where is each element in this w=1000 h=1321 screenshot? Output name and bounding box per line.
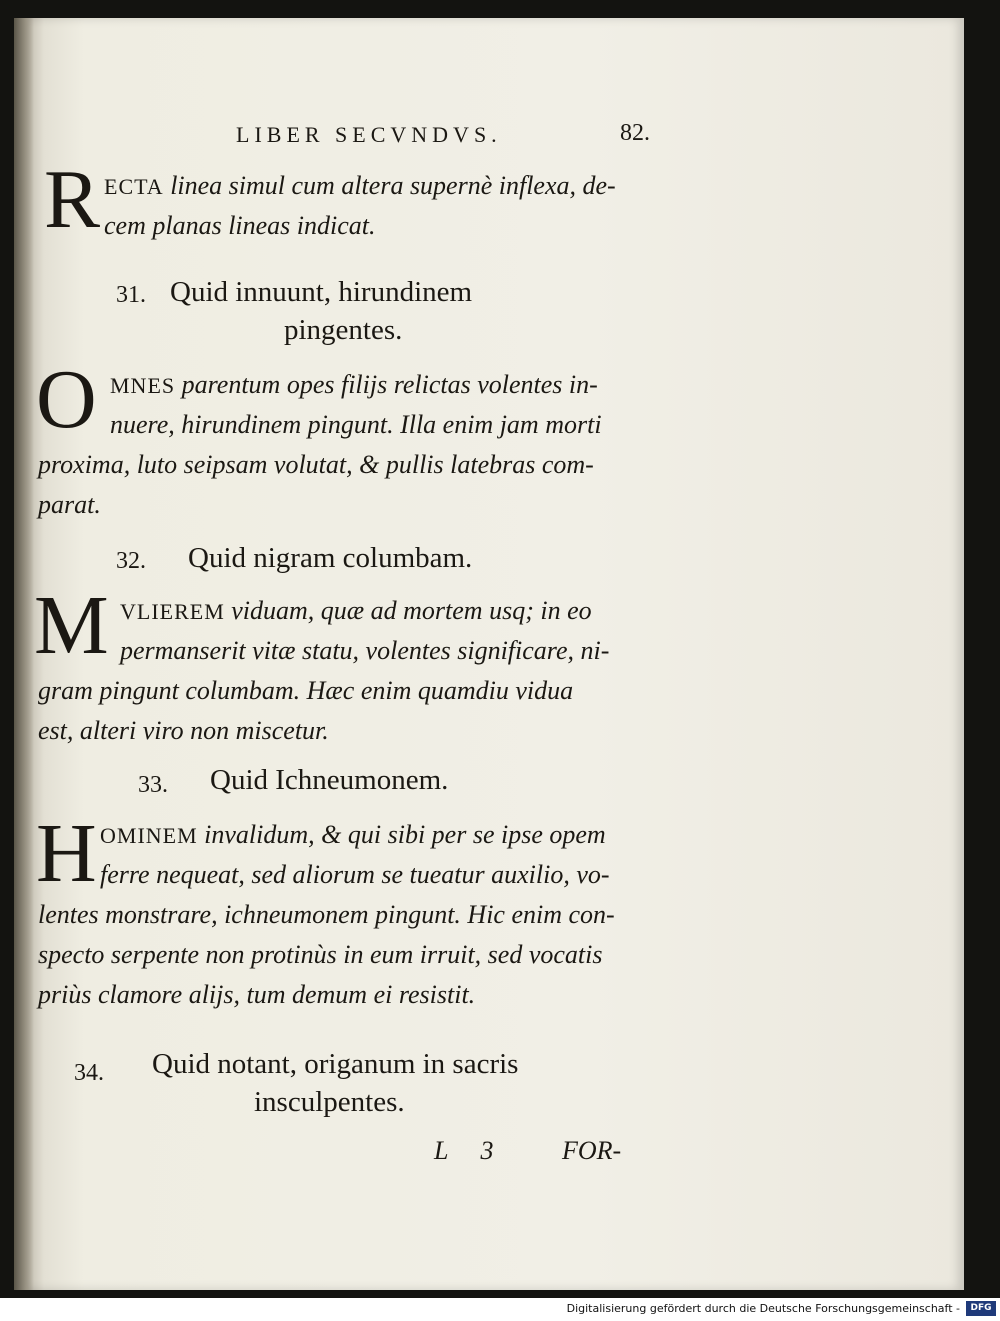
intro-line-1 [104,171,616,201]
dropcap-h: H [36,807,97,900]
s31-lead: MNES [110,373,176,398]
s33-line-4: specto serpente non protinùs in eum irruit, sed vocatis [38,940,603,969]
dfg-logo: DFG [966,1301,996,1316]
s31-line-2: nuere, hirundinem pingunt. Illa enim jam morti [110,410,602,439]
digitization-credit-bar [0,1298,1000,1321]
s33-lead: OMINEM [100,823,198,848]
intro-text-1: linea simul cum altera supernè inflexa, de- [170,171,616,200]
s33-line-1 [100,820,606,850]
s32-line-3: gram pingunt columbam. Hæc enim quamdiu vidua [38,676,574,705]
section-33-heading: Quid Ichneumonem. [210,764,449,796]
section-34-heading-1: Quid notant, origanum in sacris [152,1048,519,1080]
book-page [14,18,964,1290]
running-header: LIBER SECVNDVS. [236,122,502,147]
signature-mark: L 3 [434,1136,494,1165]
section-32-heading: Quid nigram columbam. [188,542,473,574]
section-32-number: 32. [116,548,146,574]
section-31-heading-2: pingentes. [284,314,403,346]
s31-line-3: proxima, luto seipsam volutat, & pullis latebras com- [38,450,594,479]
book-spine-shadow [14,18,34,1290]
page-number: 82. [620,120,650,146]
catchword: FOR- [562,1136,622,1165]
s31-text-1: parentum opes filijs relictas volentes in- [181,370,598,399]
section-34-heading-2: insculpentes. [254,1086,405,1118]
s33-line-5: priùs clamore alijs, tum demum ei resistit. [38,980,476,1009]
dropcap-o: O [36,353,97,446]
s32-text-1: viduam, quæ ad mortem usq; in eo [231,596,592,625]
s32-line-1 [120,596,592,626]
s33-text-1: invalidum, & qui sibi per se ipse opem [204,820,606,849]
section-33-number: 33. [138,772,168,798]
s31-line-1 [110,370,598,400]
intro-lead: ECTA [104,174,164,199]
section-31-number: 31. [116,282,146,308]
s33-line-2: ferre nequeat, sed aliorum se tueatur auxilio, vo- [100,860,610,889]
section-31-heading-1: Quid innuunt, hirundinem [170,276,473,308]
s33-line-3: lentes monstrare, ichneumonem pingunt. Hic enim con- [38,900,615,929]
section-34-number: 34. [74,1060,104,1086]
intro-line-2: cem planas lineas indicat. [104,211,376,240]
dropcap-r: R [44,153,101,246]
dropcap-m: M [34,579,109,672]
s31-line-4: parat. [38,490,101,519]
s32-lead: VLIEREM [120,599,225,624]
credit-text: Digitalisierung gefördert durch die Deutsche Forschungsgemeinschaft - [566,1302,960,1315]
s32-line-2: permanserit vitæ statu, volentes significare, ni- [120,636,610,665]
s32-line-4: est, alteri viro non miscetur. [38,716,329,745]
